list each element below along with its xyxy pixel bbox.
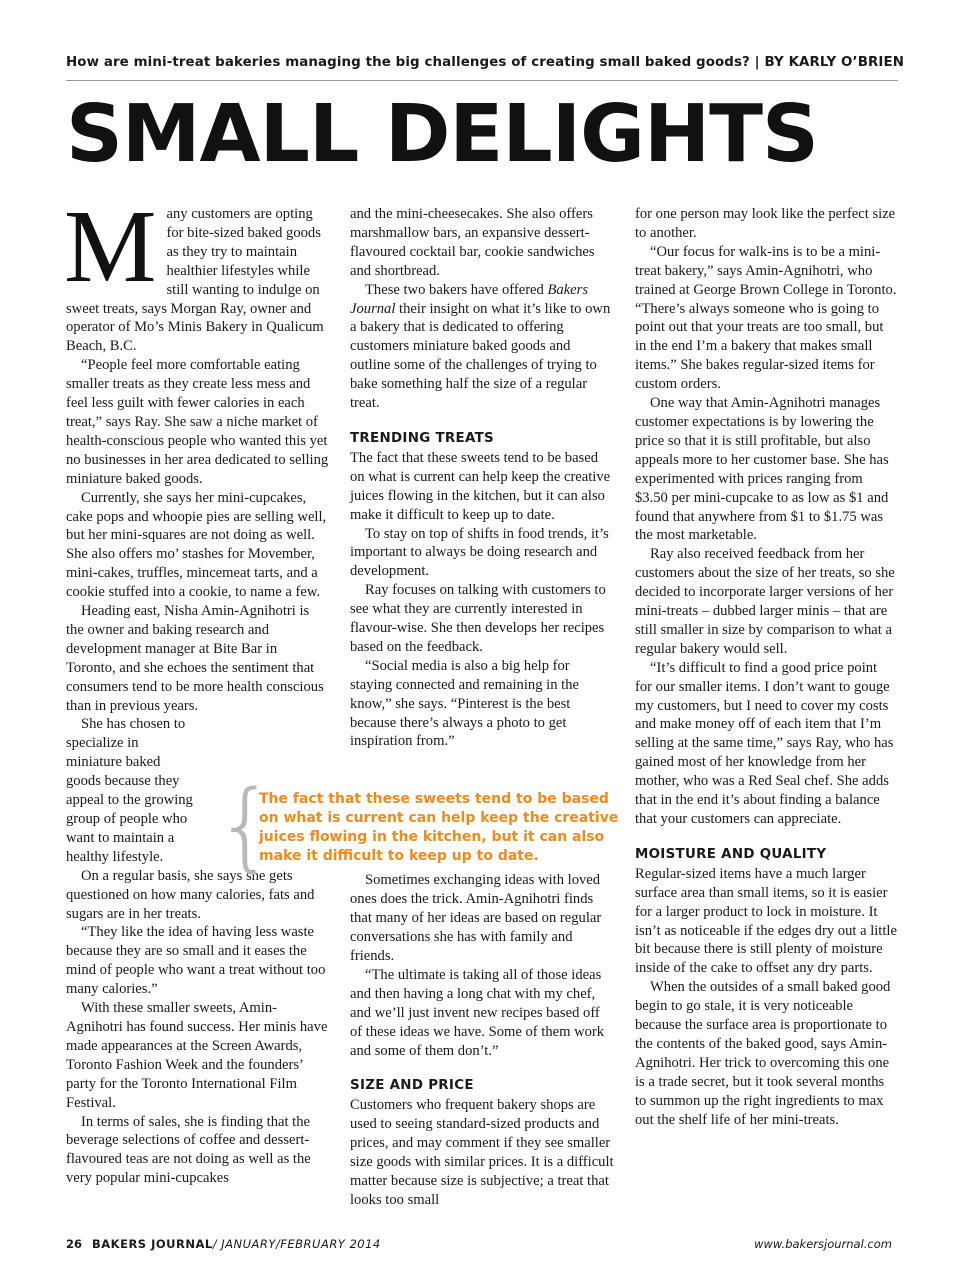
col1-paragraph-1-text: any customers are opting for bite-sized baked goods as they try to maintain healthier lifestyles while still wanting to indulge on sweet treats, says Morgan Ray, owner and operator of Mo’s Minis Bakery in Qualicum Beach, B.C.: [66, 206, 324, 355]
footer-url[interactable]: www.bakersjournal.com: [754, 1237, 892, 1251]
col1-paragraph-5: She has chosen to specialize in miniature baked goods because they appeal to the growing group of people who want to maintain a healthy lifestyle.: [66, 716, 193, 865]
article-deck: How are mini-treat bakeries managing the big challenges of creating small baked goods? | BY KARLY O’BRIEN: [66, 55, 905, 70]
column-2: [350, 205, 614, 1210]
col2-paragraph-7: Sometimes exchanging ideas with loved ones does the trick. Amin-Agnihotri finds that many of her ideas are based on regular conversations she has with family and friends.: [350, 872, 602, 964]
col3-paragraph-7: When the outsides of a small baked good begin to go stale, it is very noticeable because the surface area is proportionate to the contents of the baked good, says Amin-Agnihotri. Her trick to overcoming this one is a trade secret, but it took several months to summon up the right ingredients to max out the shelf life of her mini-treats.: [635, 979, 891, 1128]
page-number: 26: [66, 1237, 83, 1251]
col3-paragraph-4: Ray also received feedback from her customers about the size of her treats, so she decided to incorporate larger versions of her mini-treats – dubbed larger minis – that are still smaller in size by comparison to what a regular bakery would sell.: [635, 546, 895, 657]
headline: SMALL DELIGHTS: [66, 88, 818, 180]
col1-paragraph-6: On a regular basis, she says she gets questioned on how many calories, fats and sugars are in her treats.: [66, 867, 315, 922]
col1-paragraph-9: In terms of sales, she is finding that the beverage selections of coffee and dessert-flavoured teas are not doing as well as the very popular mini-cupcakes: [66, 1113, 311, 1187]
col1-paragraph-3: Currently, she says her mini-cupcakes, cake pops and whoopie pies are selling well, but her mini-squares are not doing as well. She also offers mo’ stashes for Movember, mini-cakes, truffles, mincemeat tarts, and a cookie stuffed into a cookie, to name a few.: [66, 489, 327, 601]
col1-paragraph-8: With these smaller sweets, Amin-Agnihotri has found success. Her minis have made appearances at the Screen Awards, Toronto Fashion Week and the founders’ party for the Toronto International Film Festival.: [66, 1000, 328, 1111]
magazine-name-italic: Bakers Journal: [350, 281, 589, 317]
col2-paragraph-5: Ray focuses on talking with customers to see what they are currently interested in flavour-wise. She then develops her recipes based on the feedback.: [350, 582, 606, 655]
col2-paragraph-2: [350, 281, 614, 413]
col2-paragraph-9: Customers who frequent bakery shops are used to seeing standard-sized products and prices, and may comment if they see smaller size goods with similar prices. It is a difficult matter because size is subjective; a treat that looks too small: [350, 1097, 614, 1208]
col3-paragraph-2: “Our focus for walk-ins is to be a mini-treat bakery,” says Amin-Agnihotri, who trained at George Brown College in Toronto. “There’s always someone who is going to point out that your treats are too small, but in the end I’m a bakery that makes small items.” She bakes regular-sized items for custom orders.: [635, 243, 897, 393]
subhead-size-and-price: SIZE AND PRICE: [350, 1078, 474, 1094]
subhead-trending-treats: TRENDING TREATS: [350, 430, 494, 446]
col1-paragraph-2: “People feel more comfortable eating smaller treats as they create less mess and feel less guilt with fewer calories in each treat,” says Ray. She saw a niche market of health-conscious people who wanted this yet no businesses in her area dedicated to selling miniature baked goods.: [66, 357, 329, 487]
col3-paragraph-5: “It’s difficult to find a good price point for our smaller items. I don’t want to gouge my customers, but I need to cover my costs and make money off of each item that I’m selling at the same time,” says Ray, who has gained most of her knowledge from her mother, who was a Red Seal chef. She adds that in the end it’s about finding a balance that your customers can appreciate.: [635, 659, 894, 827]
col3-paragraph-6: Regular-sized items have a much larger surface area than small items, so it is easier for a larger product to lock in moisture. It isn’t as noticeable if the edges dry out a little bit because there is still plenty of moisture inside of the cake to offset any dry parts.: [635, 865, 897, 977]
issue-date: / JANUARY/FEBRUARY 2014: [212, 1237, 381, 1251]
column-3: [635, 205, 897, 1130]
col1-paragraph-4: Heading east, Nisha Amin-Agnihotri is the owner and baking research and development manager at Bite Bar in Toronto, and she echoes the sentiment that consumers tend to be more health conscious than in previous years.: [66, 603, 324, 714]
col1-paragraph-7: “They like the idea of having less waste because they are so small and it eases the mind of people who want a treat without too many calories.”: [66, 924, 326, 998]
col3-paragraph-1: for one person may look like the perfect size to another.: [635, 206, 896, 241]
col2-paragraph-6: “Social media is also a big help for staying connected and remaining in the know,” she says. “Pinterest is the best because there’s always a photo to get inspiration from.”: [350, 657, 579, 750]
header-rule: [66, 80, 898, 81]
col2-paragraph-3: The fact that these sweets tend to be based on what is current can help keep the creative juices flowing in the kitchen, but it can also make it difficult to keep up to date.: [350, 449, 611, 523]
col2-paragraph-8: “The ultimate is taking all of those ideas and then having a long chat with my chef, and we’ll just invent new recipes based off of these ideas we have. Some of them work and some of them don’t.”: [350, 966, 605, 1059]
magazine-name: BAKERS JOURNAL: [92, 1237, 213, 1251]
pull-quote: [215, 770, 619, 898]
footer-left: [66, 1237, 381, 1251]
col2-paragraph-4: To stay on top of shifts in food trends, it’s important to always be doing research and development.: [350, 525, 609, 580]
brace-icon: {: [215, 770, 277, 882]
col1-paragraph-1: [64, 189, 330, 356]
col2-paragraph-2b: their insight on what it’s like to own a bakery that is dedicated to offering customers miniature baked goods and outline some of the challenges of trying to bake something half the size of a regular treat.: [350, 300, 611, 412]
col3-paragraph-3: One way that Amin-Agnihotri manages customer expectations is by lowering the price so that it is still profitable, but also appeals more to her customer base. She has experimented with prices ranging from $3.50 per mini-cupcake to as low as $1 and found that anywhere from $1 to $1.75 was the most marketable.: [635, 395, 889, 544]
pull-quote-text: The fact that these sweets tend to be based on what is current can help keep the creative juices flowing in the kitchen, but it can also make it difficult to keep up to date.: [259, 791, 619, 864]
column-1: [64, 189, 330, 1188]
col2-paragraph-1: and the mini-cheesecakes. She also offers marshmallow bars, an expansive dessert-flavoured cocktail bar, cookie sandwiches and shortbread.: [350, 206, 595, 279]
col2-paragraph-2a: These two bakers have offered: [365, 281, 548, 298]
drop-cap: M: [64, 189, 157, 304]
subhead-moisture-and-quality: MOISTURE AND QUALITY: [635, 846, 827, 862]
